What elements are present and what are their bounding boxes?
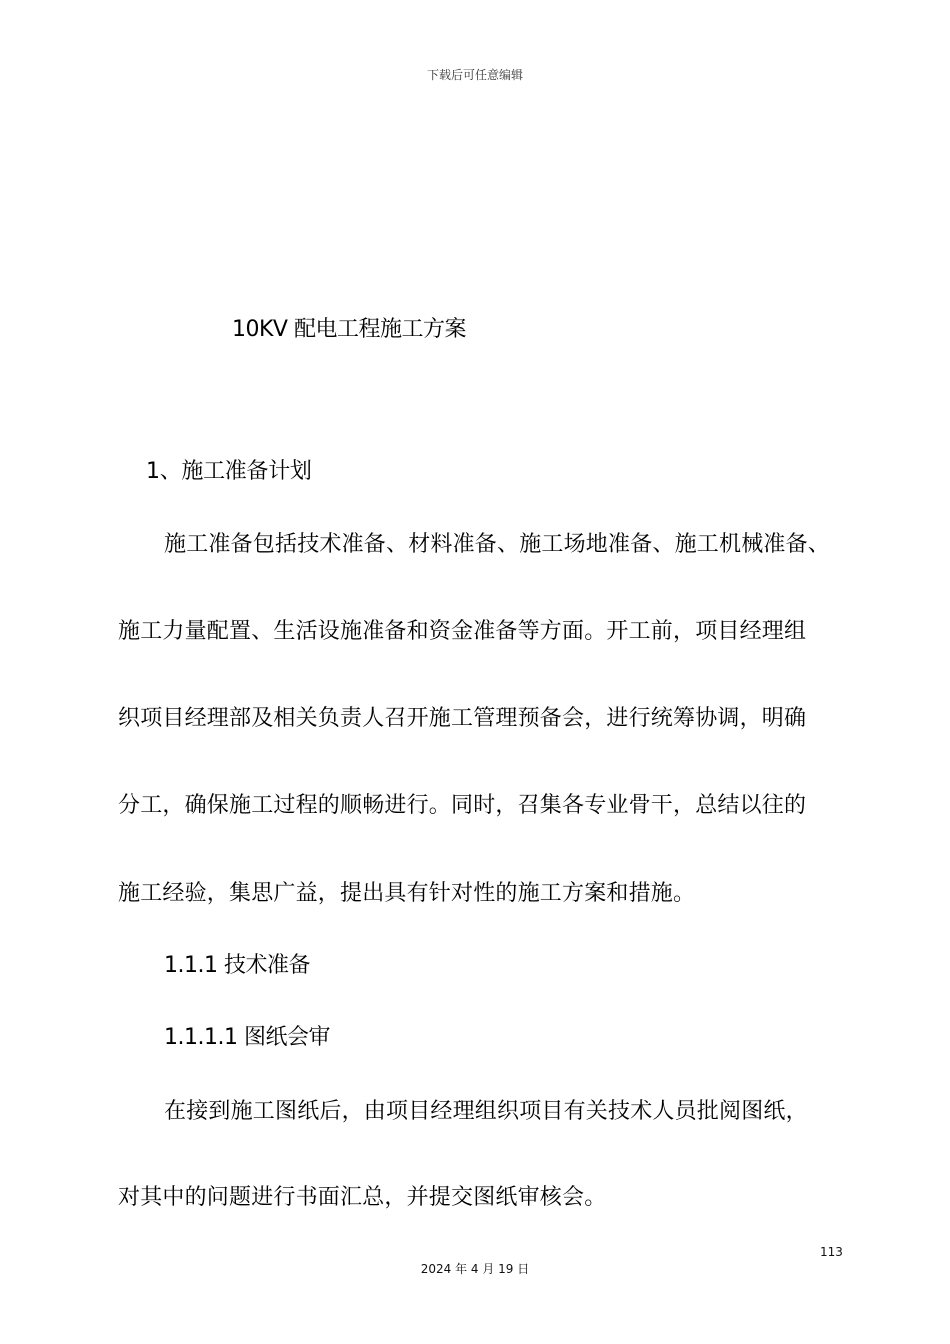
footer-date: 2024 年 4 月 19 日 [420,1262,530,1276]
paragraph-line: 施工准备包括技术准备、材料准备、施工场地准备、施工机械准备、 [164,532,831,557]
page-number: 113 [820,1245,843,1259]
subsection-heading-1-1-1: 1.1.1 技术准备 [164,953,310,978]
document-title: 10KV 配电工程施工方案 [232,317,466,342]
subsection-heading-1-1-1-1: 1.1.1.1 图纸会审 [164,1025,330,1050]
paragraph-line: 在接到施工图纸后，由项目经理组织项目有关技术人员批阅图纸， [164,1099,808,1124]
section-heading-1: 1、施工准备计划 [146,459,312,484]
paragraph-line: 对其中的问题进行书面汇总，并提交图纸审核会。 [118,1185,607,1210]
paragraph-line: 分工，确保施工过程的顺畅进行。同时，召集各专业骨干，总结以往的 [118,793,807,818]
paragraph-line: 施工力量配置、生活设施准备和资金准备等方面。开工前，项目经理组 [118,619,807,644]
paragraph-line: 织项目经理部及相关负责人召开施工管理预备会，进行统筹协调，明确 [118,706,807,731]
page-header-note: 下载后可任意编辑 [426,68,523,82]
paragraph-line: 施工经验，集思广益，提出具有针对性的施工方案和措施。 [118,881,696,906]
